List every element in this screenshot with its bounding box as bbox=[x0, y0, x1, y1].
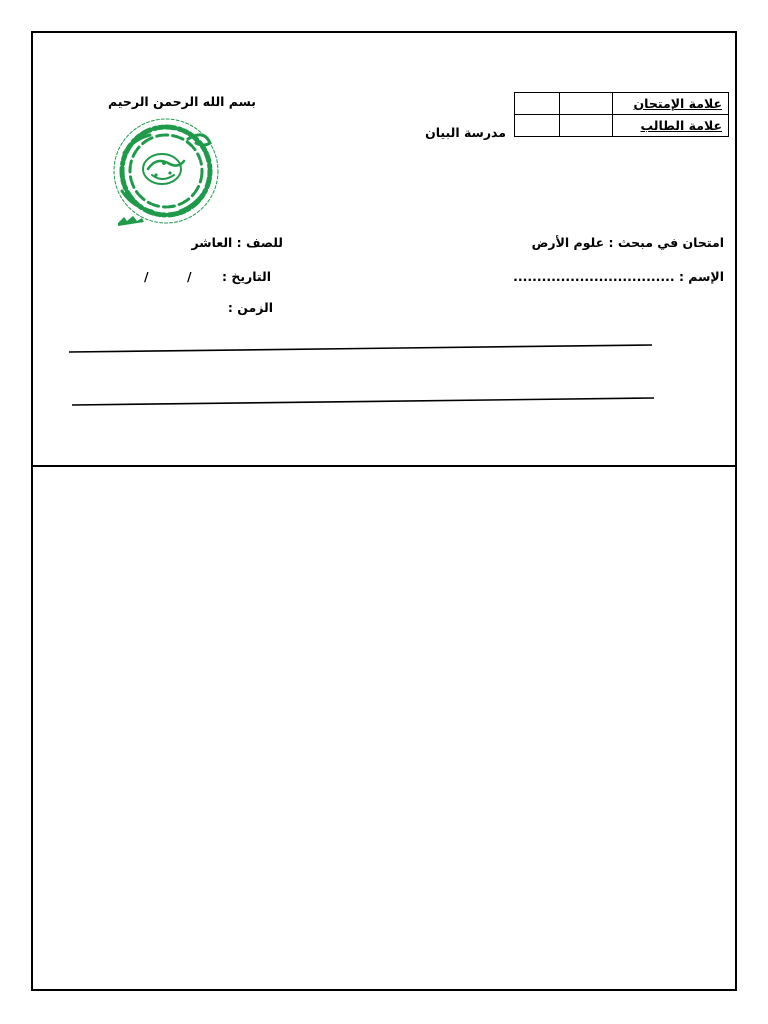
exam-subject: امتحان في مبحث : علوم الأرض bbox=[531, 235, 724, 250]
basmala: بسم الله الرحمن الرحيم bbox=[108, 94, 256, 109]
separator-line-2 bbox=[72, 398, 654, 405]
student-mark-label-cell bbox=[613, 115, 729, 137]
exam-mark-box-2[interactable] bbox=[560, 93, 613, 115]
exam-grade: للصف : العاشر bbox=[191, 235, 283, 250]
exam-time-label: الزمن : bbox=[227, 300, 273, 315]
exam-mark-label: علامة الإمتحان bbox=[633, 96, 722, 111]
separator-lines bbox=[60, 330, 670, 420]
date-slash-2: / bbox=[144, 269, 149, 284]
section-divider bbox=[31, 465, 737, 467]
exam-mark-label-cell bbox=[613, 93, 729, 115]
student-mark-row bbox=[515, 115, 729, 137]
separator-line-1 bbox=[69, 345, 652, 352]
exam-mark-row bbox=[515, 93, 729, 115]
school-name: مدرسة البيان bbox=[425, 125, 506, 140]
exam-date-label: التاريخ : bbox=[221, 269, 271, 284]
student-name-field[interactable]: الإسم : .................................. bbox=[513, 269, 724, 284]
marks-table bbox=[514, 92, 729, 137]
date-slash-1: / bbox=[187, 269, 192, 284]
school-logo-icon bbox=[104, 113, 228, 231]
student-mark-label: علامة الطالب bbox=[640, 118, 722, 133]
student-mark-box-1[interactable] bbox=[515, 115, 560, 137]
exam-mark-box-1[interactable] bbox=[515, 93, 560, 115]
student-mark-box-2[interactable] bbox=[560, 115, 613, 137]
